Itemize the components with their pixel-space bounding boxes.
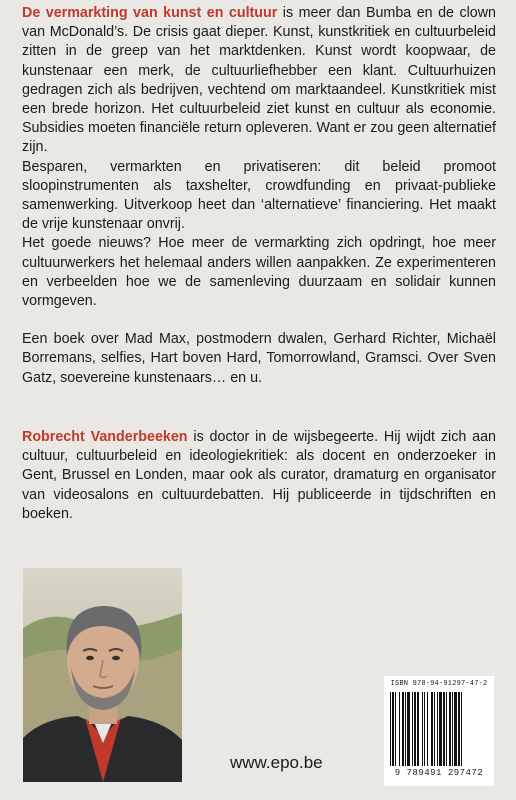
- blurb-paragraph-2: Besparen, vermarkten en privatiseren: dit beleid promoot sloopinstrumenten als taxshelter, crowdfunding en privaat-publieke samenwerking. Uitverkoop heet dan ‘alternatieve’ financiering. Het maakt de vrije kunstenaar onvrij.: [22, 158, 496, 233]
- blurb-paragraph-4: Een boek over Mad Max, postmodern dwalen, Gerhard Richter, Michaël Borremans, selfies, Hart boven Hard, Tomorrowland, Gramsci. Over Sven Gatz, soevereine kunstenaars… en u.: [22, 331, 496, 386]
- author-bio: [22, 428, 496, 524]
- blurb-intro-text: is meer dan Bumba en de clown van McDonald’s. De crisis gaat dieper. Kunst, kunstkritiek en cultuurbeleid zitten in de greep van het marktdenken. Kunst wordt koopwaar, de kunstenaar een merk, de cultuurliefhebber een klant. Cultuurhuizen gedragen zich als bedrijven, vechtend om marktaandeel. Kunstkritiek mist een brede horizon. Het cultuurbeleid ziet kunst en cultuur als economie. Subsidies moeten financiële return opleveren. Want er zou geen alternatief zijn.: [22, 5, 496, 156]
- back-cover-blurb: [22, 4, 496, 388]
- author-name: Robrecht Vanderbeeken: [22, 429, 188, 445]
- blurb-paragraph-3: Het goede nieuws? Hoe meer de vermarkting zich opdringt, hoe meer cultuurwerkers het helemaal anders willen aanpakken. Ze experimenteren en verbeelden hoe we de samenleving duurzaam en solidair kunnen vormgeven.: [22, 235, 496, 310]
- barcode-bars: [390, 692, 488, 766]
- blurb-intro: [22, 4, 496, 158]
- author-photo: [23, 568, 182, 782]
- publisher-url: www.epo.be: [230, 753, 323, 772]
- isbn-barcode: [384, 676, 494, 786]
- barcode-digits: 9 789491 297472: [394, 768, 484, 778]
- blurb-lead: De vermarkting van kunst en cultuur: [22, 5, 278, 21]
- author-bio-text: is doctor in de wijsbegeerte. Hij wijdt zich aan cultuur, cultuurbeleid en ideologiekritiek: als docent en onderzoeker in Gent, Brussel en Londen, maar ook als curator, dramaturg en organisator van videosalons en cultuurdebatten. Hij publiceerde in tijdschriften en boeken.: [22, 429, 496, 522]
- isbn-label: ISBN 978-94-91297-47-2: [390, 680, 488, 688]
